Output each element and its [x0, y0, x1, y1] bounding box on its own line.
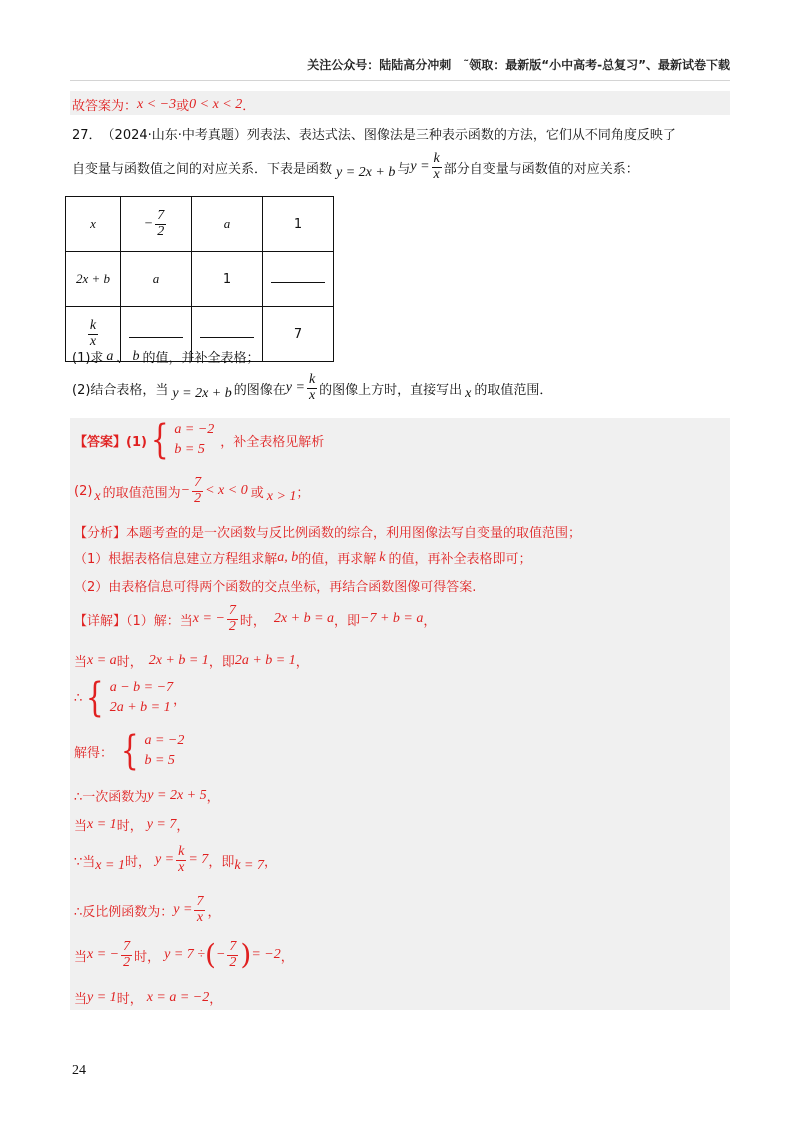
question-line-1: 27． （2024·山东·中考真题） 列表法、表达式法、图像法是三种表示函数的方法，它们从不同角度反映了: [72, 128, 676, 143]
detail-line-10: 当 y = 1 时， x = a = −2 ，: [74, 989, 223, 1007]
detail-line-7: ∵当 x = 1 时， y = $\frac{k}{x}$ = 7 ，即 k = 7 ，: [74, 844, 278, 875]
page-number: 24: [72, 1063, 86, 1078]
question-line-2: 自变量与函数值之间的对应关系．下表是函数 y = 2x + b 与 y = $\frac{k}{x}$ 部分自变量与函数值的对应关系：: [72, 151, 639, 182]
answer-part-1: 【答案】(1) { a = −2 b = 5 ，补全表格见解析: [74, 417, 325, 463]
detail-line-2: 当 x = a 时， 2x + b = 1 ，即 2a + b = 1 ，: [74, 652, 309, 670]
subquestion-1: (1)求 a 、 b 的值，并补全表格；: [72, 348, 260, 366]
detail-line-3: ∴ { a − b = −7 2a + b = 1 ，: [74, 675, 187, 721]
blank-line: [271, 274, 325, 283]
detail-line-1: 【详解】（1）解：当 x = − $\frac{7}{2}$ 时， 2x + b = a ，即 −7 + b = a ，: [74, 603, 437, 634]
table-row: $\frac{k}{x}$ 7: [66, 307, 334, 362]
table-row: x − $\frac{7}{2}$ a 1: [66, 197, 334, 252]
answer-part-2: (2) x 的取值范围为 − $\frac{7}{2}$ < x < 0 或 x > 1 ；: [74, 475, 310, 506]
page-header: 关注公众号：陆陆高分冲刺 ˜领取：最新版“小中高考-总复习”、最新试卷下载: [307, 58, 730, 72]
analysis-line-1: 【分析】本题考查的是一次函数与反比例函数的综合，利用图像法写自变量的取值范围；: [74, 526, 582, 541]
analysis-line-3: （2）由表格信息可得两个函数的交点坐标，再结合函数图像可得答案.: [74, 580, 477, 595]
prev-answer: 故答案为： x < −3 或 0 < x < 2 ．: [72, 96, 256, 114]
detail-line-8: ∴反比例函数为： y = $\frac{7}{x}$ ，: [74, 894, 221, 925]
header-rule: [70, 80, 730, 81]
blank-line: [129, 329, 183, 338]
table-row: 2x + b a 1: [66, 252, 334, 307]
blank-line: [200, 329, 254, 338]
detail-line-4: 解得： { a = −2 b = 5: [74, 728, 185, 774]
detail-line-6: 当 x = 1 时， y = 7 ，: [74, 816, 190, 834]
detail-line-9: 当 x = − $\frac{7}{2}$ 时， y = 7 ÷ ( − $\frac{7}{2}$ ) = −2 ，: [74, 938, 294, 972]
value-table: [65, 196, 334, 362]
subquestion-2: (2)结合表格，当 y = 2x + b 的图像在 y = $\frac{k}{x}$ 的图像上方时，直接写出 x 的取值范围．: [72, 372, 553, 403]
analysis-line-2: （1）根据表格信息建立方程组求解 a, b 的值，再求解 k 的值，再补全表格即可；: [74, 549, 532, 567]
detail-line-5: ∴一次函数为 y = 2x + 5 ，: [74, 787, 220, 805]
